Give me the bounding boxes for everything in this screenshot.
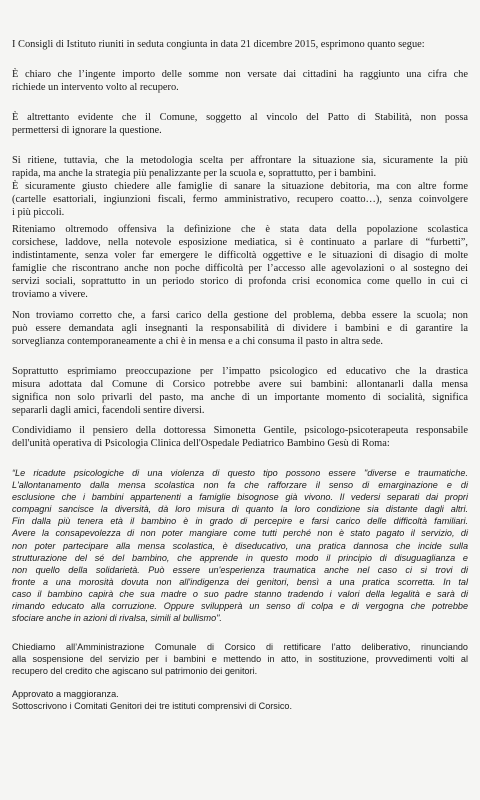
paragraph-psychological-impact [12, 366, 468, 418]
text-line: compagni sancisce la diversità, dà loro misura di quanto la loro condizione sia distante dagli altri. [12, 504, 468, 515]
text-line: Condividiamo il pensiero della dottoressa Simonetta Gentile, psicologo-psicoterapeuta responsabile [12, 425, 468, 436]
text-line: Soprattutto esprimiamo preoccupazione per l’impatto psicologico ed educativo che la drastica [12, 366, 468, 377]
text-line: È chiaro che l’ingente importo delle somme non versate dai cittadini ha raggiunto una cifra che [12, 69, 468, 80]
paragraph-recovery [12, 69, 468, 95]
paragraph-methodology [12, 155, 468, 220]
text-line: caso il bambino capirà che sua madre o suo padre stanno tradendo i valori della legalità e sarà di [12, 588, 468, 599]
text-line: L'allontanamento dalla mensa scolastica non fa che rafforzare il senso di emarginazione e di [12, 480, 468, 491]
text-line: non quello della solidarietà. Può essere un'esperienza traumatica anche nel caso ci si trovi di [12, 564, 468, 575]
paragraph-stability-pact [12, 112, 468, 138]
text-line: I Consigli di Istituto riuniti in seduta congiunta in data 21 dicembre 2015, esprimono quanto segue: [12, 39, 425, 50]
text-line: strutturazione del sé del bambino, che apprende in questo modo il principio di disuguaglianza e [12, 552, 468, 563]
paragraph-offensive-definition [12, 224, 468, 301]
text-line: non poter partecipare alla mensa scolastica, è diseducativo, una pratica dannosa che incide sulla [12, 540, 468, 551]
approval-line [12, 688, 468, 700]
text-line: misura adottata dal Comune di Corsico potrebbe avere sui bambini: allontanarli dalla mensa [12, 378, 468, 390]
paragraph-request [12, 641, 468, 677]
text-line: Approvato a maggioranza. [12, 689, 119, 699]
quotation-block [12, 467, 468, 624]
text-line: fronte a una morosità dovuta non all'indigenza dei genitori, bensì a una pratica scorretta. In tal [12, 576, 468, 587]
text-line: corsichese, laddove, nella notevole esposizione mediatica, si è continuato a parlare di “furbetti”, [12, 236, 468, 248]
text-line: Si ritiene, tuttavia, che la metodologia scelta per affrontare la situazione sia, sicuramente la più [12, 155, 468, 166]
text-line: rapida, ma anche la strategia più penalizzante per la scuola e, soprattutto, per i bambini. [12, 167, 377, 179]
paragraph-expert-opinion [12, 425, 468, 451]
text-line: può essere demandata agli insegnanti la responsabilità di dividere i bambini e di garantire la [12, 322, 468, 334]
text-line: (cartelle esattoriali, ingiunzioni fiscali, fermo amministrativo, recupero coatto…), senza coinvolgere [12, 193, 468, 205]
text-line: Sottoscrivono i Comitati Genitori dei tre istituti comprensivi di Corsico. [12, 701, 292, 711]
text-line: sfociare anche in azioni di rivalsa, simili al bullismo". [12, 613, 222, 624]
text-line: Fin dalla più tenera età il bambino è in grado di percepire e farsi carico delle difficoltà familiari. [12, 516, 468, 527]
text-line: È altrettanto evidente che il Comune, soggetto al vincolo del Patto di Stabilità, non possa [12, 112, 468, 123]
text-line: Avere la consapevolezza di non poter mangiare come tutti perché non è stato pagato il servizio, di [12, 528, 468, 539]
text-line: i più piccoli. [12, 206, 65, 218]
text-line: indistintamente, senza voler far emergere le difficoltà oggettive e le situazioni di disagio di molte [12, 249, 468, 261]
text-line: servizi sociali, soprattutto in un periodo storico di profonda crisi economica come quello in cui ci [12, 275, 468, 287]
text-line: Non troviamo corretto che, a farsi carico della gestione del problema, debba essere la scuola; non [12, 310, 468, 321]
text-line: significa non solo privarli del pasto, ma anche di un importante momento di socialità, significa [12, 391, 468, 403]
text-line: “Le ricadute psicologiche di una violenza di questo tipo possono essere "diverse e traumatiche. [12, 468, 468, 478]
text-line: sorveglianza contemporaneamente a chi è in mensa e a chi consuma il pasto in altra sede. [12, 335, 384, 347]
text-line: esclusione che i bambini appartenenti a famiglie bisognose già vivono. Il vedersi separati dai propri [12, 492, 468, 503]
text-line: famiglie che riscontrano anche non poche difficoltà per l’accesso alle agevolazioni o al sostegno dei [12, 262, 468, 274]
text-line: permettersi di ignorare la questione. [12, 124, 162, 136]
text-line: recupero del credito che agiscano sul patrimonio dei genitori. [12, 666, 258, 676]
text-line: separarli dagli amici, facendoli sentire diversi. [12, 404, 205, 416]
text-line: Chiediamo all’Amministrazione Comunale di Corsico di rettificare l’atto deliberativo, rinunciando [12, 642, 468, 652]
text-line: troviamo a vivere. [12, 288, 88, 300]
text-line: rimando educato alla corruzione. Oppure svilupperà un senso di colpa e di vergogna che potrebbe [12, 601, 468, 612]
paragraph-school-responsibility [12, 310, 468, 349]
text-line: Riteniamo oltremodo offensiva la definizione che è stata data della popolazione scolastica [12, 224, 468, 235]
intro-paragraph [12, 39, 468, 52]
text-line: È sicuramente giusto chiedere alle famiglie di sanare la situazione debitoria, ma con altre forme [12, 180, 468, 192]
text-line: dell'unità operativa di Psicologia Clinica dell'Ospedale Pediatrico Bambino Gesù di Roma: [12, 437, 390, 449]
signatories-line [12, 700, 468, 712]
text-line: alla sospensione del servizio per i bambini e mettendo in atto, in sostituzione, provvedimenti volti al [12, 654, 468, 664]
text-line: richiede un intervento volto al recupero. [12, 81, 179, 93]
